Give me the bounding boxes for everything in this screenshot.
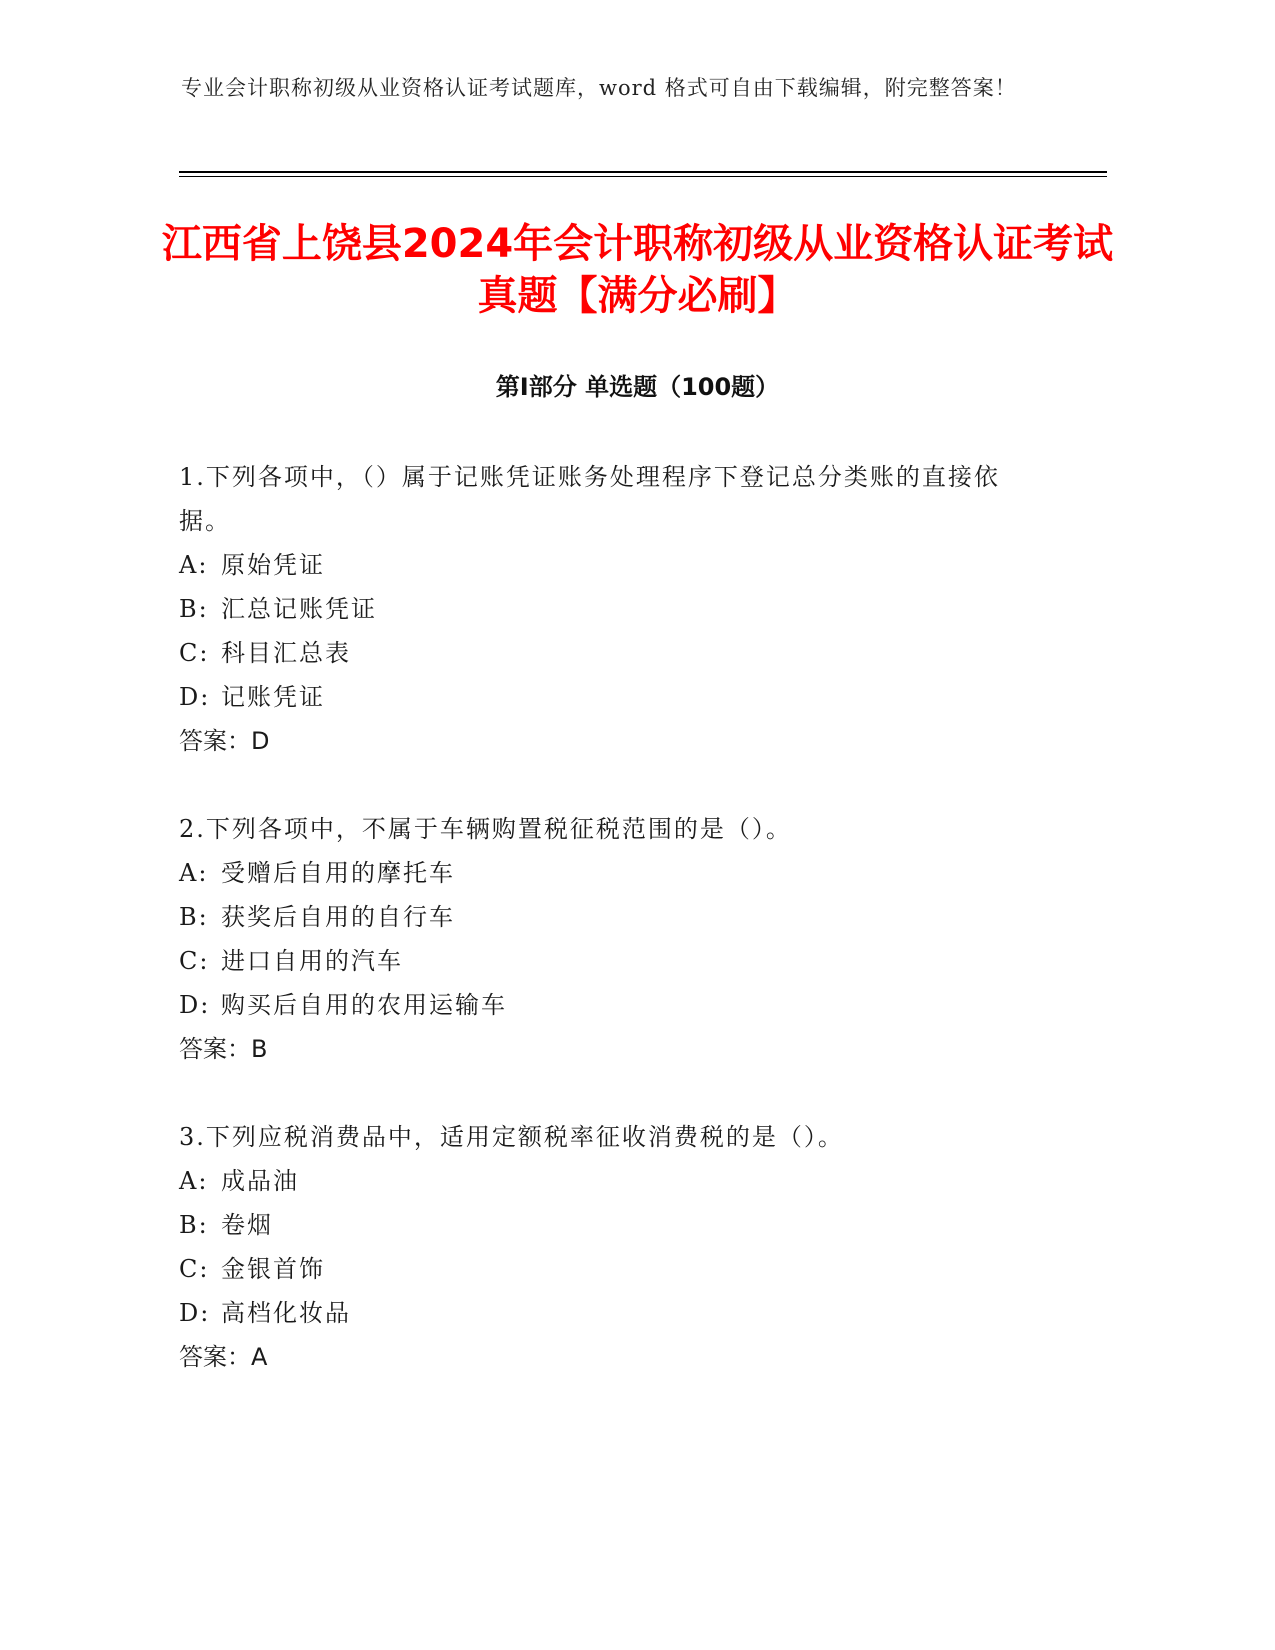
option-text: 高档化妆品 [221,1299,351,1327]
option-c [179,939,1039,983]
option-d [179,1291,1039,1335]
option-a [179,851,1039,895]
option-text: 获奖后自用的自行车 [221,903,455,931]
option-a [179,1159,1039,1203]
option-text: 汇总记账凭证 [221,595,377,623]
option-c [179,631,1039,675]
answer-line: 答案：B [179,1035,268,1063]
option-text: 进口自用的汽车 [221,947,403,975]
header-rule-thin [179,176,1107,177]
question-list [179,455,1039,1423]
question-1 [179,455,1039,763]
option-letter: A: [179,1167,209,1195]
option-letter: C: [179,639,210,667]
option-letter: A: [179,551,209,579]
option-text: 金银首饰 [221,1255,325,1283]
option-d [179,675,1039,719]
question-stem: 3.下列应税消费品中，适用定额税率征收消费税的是（）。 [179,1123,844,1151]
option-letter: B: [179,903,209,931]
answer-line: 答案：D [179,727,270,755]
option-letter: C: [179,1255,210,1283]
option-text: 科目汇总表 [221,639,351,667]
option-letter: D: [179,1299,211,1327]
option-b [179,1203,1039,1247]
option-letter: D: [179,991,211,1019]
section-heading: 第Ⅰ部分 单选题（100题） [495,373,780,401]
question-stem: 1.下列各项中，（）属于记账凭证账务处理程序下登记总分类账的直接依据。 [179,463,1000,535]
option-letter: A: [179,859,209,887]
document-title: 江西省上饶县2024年会计职称初级从业资格认证考试真题【满分必刷】 [161,221,1114,319]
option-text: 记账凭证 [221,683,325,711]
question-2 [179,807,1039,1071]
option-letter: B: [179,595,209,623]
option-text: 购买后自用的农用运输车 [221,991,507,1019]
question-stem: 2.下列各项中，不属于车辆购置税征税范围的是（）。 [179,815,792,843]
option-letter: C: [179,947,210,975]
option-letter: B: [179,1211,209,1239]
header-note: 专业会计职称初级从业资格认证考试题库，word 格式可自由下载编辑，附完整答案！ [181,76,1017,100]
question-3 [179,1115,1039,1379]
option-text: 原始凭证 [221,551,325,579]
header-rule-thick [179,171,1107,173]
option-text: 受赠后自用的摩托车 [221,859,455,887]
answer-line: 答案：A [179,1343,268,1371]
option-text: 卷烟 [221,1211,273,1239]
option-b [179,895,1039,939]
option-d [179,983,1039,1027]
option-text: 成品油 [221,1167,299,1195]
option-letter: D: [179,683,211,711]
option-a [179,543,1039,587]
option-b [179,587,1039,631]
option-c [179,1247,1039,1291]
